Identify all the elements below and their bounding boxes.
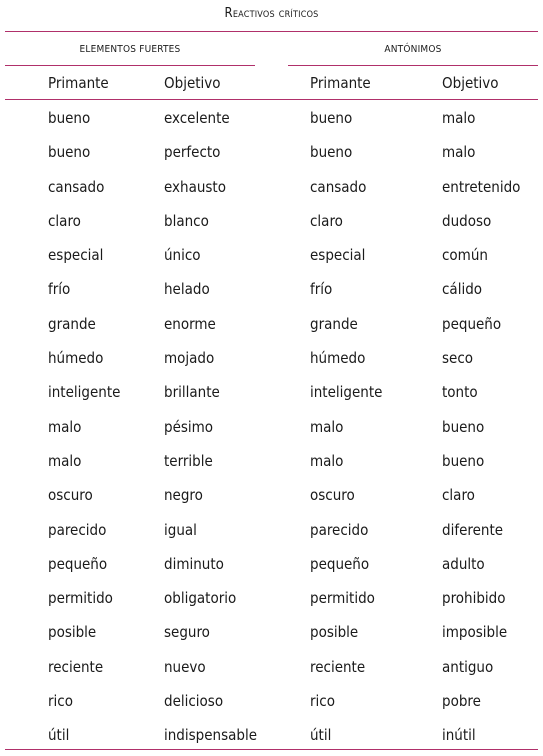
- cell-primante-strong: malo: [48, 451, 82, 470]
- table-row: [0, 101, 543, 135]
- cell-objetivo-antonym: tonto: [442, 383, 478, 402]
- cell-primante-antonym: rico: [310, 692, 335, 711]
- cell-primante-strong: permitido: [48, 589, 113, 608]
- table-row: [0, 684, 543, 718]
- table-title: Reactivos críticos: [224, 6, 319, 21]
- cell-objetivo-antonym: pobre: [442, 692, 481, 711]
- cell-objetivo-antonym: pequeño: [442, 314, 502, 333]
- cell-primante-strong: útil: [48, 726, 70, 745]
- cell-primante-antonym: cansado: [310, 177, 367, 196]
- cell-primante-strong: reciente: [48, 657, 104, 676]
- cell-objetivo-strong: perfecto: [164, 143, 221, 162]
- table-row: [0, 170, 543, 204]
- cell-objetivo-strong: mojado: [164, 349, 215, 368]
- group-header-antonyms: ANTÓNIMOS: [384, 44, 442, 55]
- table-row: [0, 272, 543, 306]
- cell-primante-strong: posible: [48, 623, 97, 642]
- cell-objetivo-strong: seguro: [164, 623, 210, 642]
- cell-objetivo-antonym: claro: [442, 486, 475, 505]
- column-header-primante-right: Primante: [310, 74, 371, 92]
- cell-primante-antonym: frío: [310, 280, 333, 299]
- bottom-rule: [5, 749, 538, 750]
- cell-primante-strong: pequeño: [48, 554, 108, 573]
- cell-primante-strong: claro: [48, 211, 81, 230]
- table-row: [0, 718, 543, 752]
- cell-objetivo-strong: terrible: [164, 451, 213, 470]
- table-row: [0, 135, 543, 169]
- cell-objetivo-strong: exhausto: [164, 177, 226, 196]
- table-row: [0, 307, 543, 341]
- table-row: [0, 615, 543, 649]
- cell-objetivo-antonym: bueno: [442, 451, 485, 470]
- header-rule: [5, 99, 538, 100]
- table-row: [0, 341, 543, 375]
- cell-primante-strong: cansado: [48, 177, 105, 196]
- cell-primante-antonym: reciente: [310, 657, 366, 676]
- cell-objetivo-antonym: dudoso: [442, 211, 492, 230]
- cell-objetivo-strong: obligatorio: [164, 589, 237, 608]
- cell-objetivo-strong: indispensable: [164, 726, 258, 745]
- cell-primante-antonym: húmedo: [310, 349, 366, 368]
- cell-primante-antonym: posible: [310, 623, 359, 642]
- table-row: [0, 375, 543, 409]
- cell-objetivo-antonym: prohibido: [442, 589, 506, 608]
- cell-objetivo-strong: blanco: [164, 211, 209, 230]
- cell-objetivo-antonym: malo: [442, 109, 476, 127]
- cell-objetivo-strong: diminuto: [164, 554, 224, 573]
- cell-objetivo-antonym: seco: [442, 349, 474, 368]
- cell-objetivo-antonym: cálido: [442, 280, 483, 299]
- table-row: [0, 238, 543, 272]
- cell-objetivo-antonym: imposible: [442, 623, 508, 642]
- cell-objetivo-strong: igual: [164, 520, 197, 539]
- cell-objetivo-strong: brillante: [164, 383, 220, 402]
- table-row: [0, 410, 543, 444]
- cell-primante-antonym: útil: [310, 726, 332, 745]
- column-header-objetivo-left: Objetivo: [164, 74, 221, 92]
- cell-primante-antonym: malo: [310, 417, 344, 436]
- cell-primante-antonym: grande: [310, 314, 358, 333]
- cell-objetivo-antonym: diferente: [442, 520, 504, 539]
- cell-objetivo-strong: único: [164, 246, 201, 265]
- cell-primante-strong: rico: [48, 692, 73, 711]
- cell-objetivo-antonym: común: [442, 246, 488, 265]
- cell-primante-antonym: bueno: [310, 143, 353, 162]
- cell-primante-antonym: bueno: [310, 109, 353, 127]
- cell-primante-strong: bueno: [48, 143, 91, 162]
- cell-objetivo-strong: enorme: [164, 314, 216, 333]
- cell-objetivo-antonym: adulto: [442, 554, 485, 573]
- cell-primante-antonym: malo: [310, 451, 344, 470]
- table-row: [0, 513, 543, 547]
- cell-primante-strong: parecido: [48, 520, 107, 539]
- group-header-strong-elements: ELEMENTOS FUERTES: [79, 44, 181, 55]
- cell-objetivo-antonym: bueno: [442, 417, 485, 436]
- cell-primante-strong: malo: [48, 417, 82, 436]
- column-header-primante-left: Primante: [48, 74, 109, 92]
- table-row: [0, 204, 543, 238]
- cell-objetivo-strong: nuevo: [164, 657, 206, 676]
- cell-objetivo-antonym: malo: [442, 143, 476, 162]
- cell-primante-strong: especial: [48, 246, 104, 265]
- cell-primante-antonym: inteligente: [310, 383, 383, 402]
- cell-primante-antonym: permitido: [310, 589, 375, 608]
- top-rule: [5, 31, 538, 32]
- cell-primante-antonym: pequeño: [310, 554, 370, 573]
- cell-objetivo-strong: helado: [164, 280, 210, 299]
- table-row: [0, 547, 543, 581]
- column-header-objetivo-right: Objetivo: [442, 74, 499, 92]
- cell-objetivo-strong: delicioso: [164, 692, 224, 711]
- table-row: [0, 581, 543, 615]
- cell-primante-strong: inteligente: [48, 383, 121, 402]
- cell-objetivo-strong: excelente: [164, 109, 230, 127]
- cell-objetivo-strong: negro: [164, 486, 203, 505]
- cell-primante-strong: bueno: [48, 109, 91, 127]
- group-rule-left: [5, 65, 255, 66]
- table-row: [0, 650, 543, 684]
- group-rule-right: [288, 65, 538, 66]
- cell-primante-strong: frío: [48, 280, 71, 299]
- cell-primante-strong: oscuro: [48, 486, 93, 505]
- cell-primante-antonym: especial: [310, 246, 366, 265]
- cell-objetivo-antonym: inútil: [442, 726, 476, 745]
- cell-primante-antonym: parecido: [310, 520, 369, 539]
- cell-objetivo-antonym: antiguo: [442, 657, 494, 676]
- table-body: [0, 101, 543, 753]
- cell-objetivo-strong: pésimo: [164, 417, 214, 436]
- cell-primante-strong: húmedo: [48, 349, 104, 368]
- table-row: [0, 478, 543, 512]
- table-row: [0, 444, 543, 478]
- cell-primante-strong: grande: [48, 314, 96, 333]
- cell-primante-antonym: oscuro: [310, 486, 355, 505]
- cell-primante-antonym: claro: [310, 211, 343, 230]
- cell-objetivo-antonym: entretenido: [442, 177, 521, 196]
